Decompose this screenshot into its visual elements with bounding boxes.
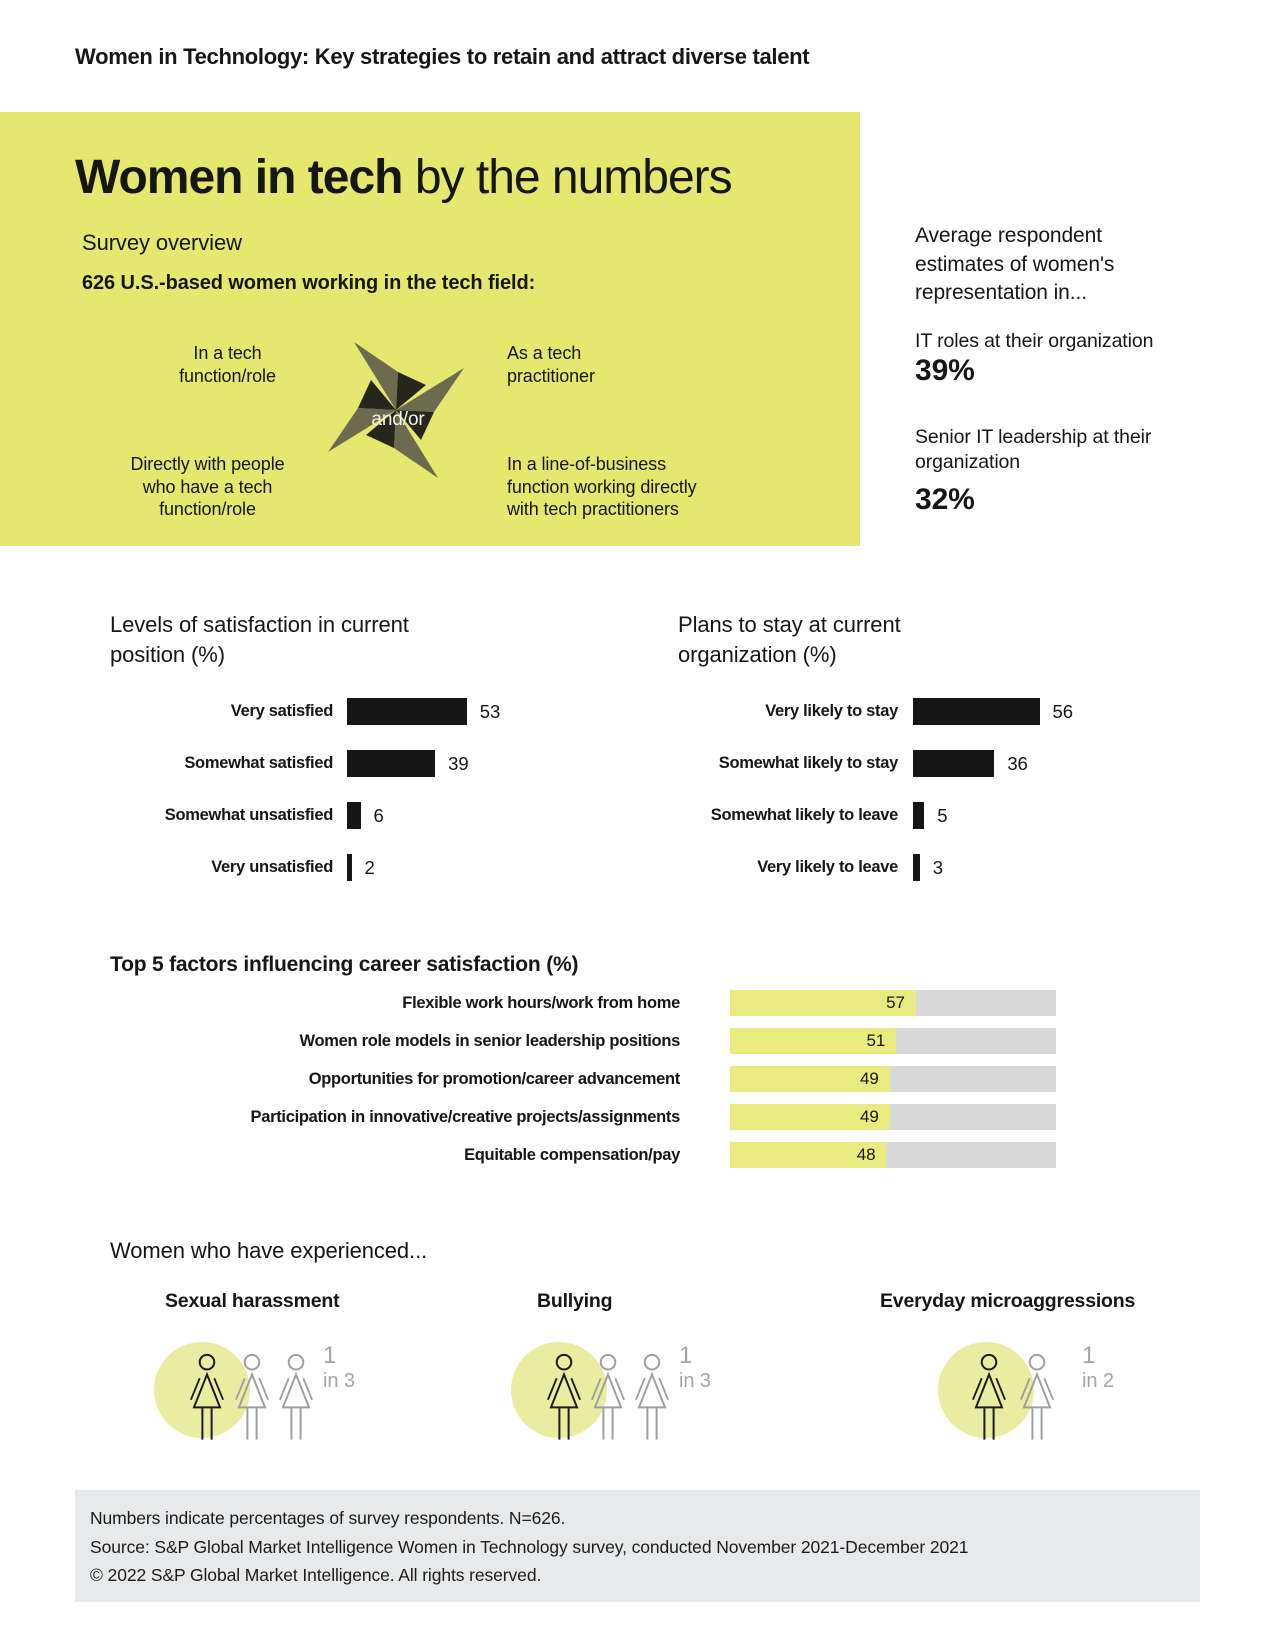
- plans-row: [668, 698, 1073, 725]
- ratio-denominator: in 2: [1082, 1370, 1114, 1392]
- bar-value: 49: [860, 1069, 879, 1088]
- bar-value: 57: [886, 993, 905, 1012]
- ratio-bullying: [679, 1344, 711, 1394]
- footer-box: [75, 1490, 1200, 1602]
- ratio-numerator: 1: [679, 1342, 693, 1369]
- bar-label: Very satisfied: [230, 702, 333, 720]
- estimate-it-roles-value: 39%: [915, 354, 975, 387]
- bar-value: 3: [932, 856, 943, 878]
- group-label-sexual-harassment: Sexual harassment: [165, 1290, 340, 1312]
- bar-label: Somewhat unsatisfied: [164, 806, 333, 824]
- bar-value: 48: [856, 1145, 876, 1164]
- woman-figure: [273, 1350, 319, 1451]
- bar-value: 6: [373, 804, 384, 826]
- bar-track: [730, 1028, 1056, 1054]
- hero-headline-bold: Women in tech: [75, 151, 403, 204]
- bar-value: 49: [860, 1107, 879, 1126]
- bar-label: Very likely to stay: [765, 702, 898, 720]
- woman-figure-highlighted: [966, 1350, 1012, 1451]
- bar-label: Equitable compensation/pay: [464, 1145, 680, 1164]
- footer-source: Source: S&P Global Market Intelligence Women in Technology survey, conducted November 2021-December 2021: [90, 1536, 969, 1557]
- factors-row: [110, 1028, 1056, 1054]
- bar: [730, 990, 916, 1016]
- bar-track: [730, 1142, 1056, 1168]
- experienced-title: Women who have experienced...: [110, 1238, 428, 1263]
- bar: [913, 698, 1040, 725]
- plans-row: [668, 854, 943, 881]
- estimate-senior-leadership-value: 32%: [915, 483, 975, 516]
- bar-label: Somewhat likely to leave: [710, 806, 898, 824]
- pinwheel-center-label: and/or: [371, 409, 425, 430]
- hero-panel: [0, 112, 860, 546]
- factors-row: [110, 1066, 1056, 1092]
- satisfaction-row: [108, 698, 500, 725]
- bar-label: Somewhat likely to stay: [718, 754, 898, 772]
- ratio-numerator: 1: [323, 1342, 337, 1369]
- satisfaction-row: [108, 802, 384, 829]
- bar: [347, 854, 352, 881]
- hero-headline: [75, 150, 835, 205]
- survey-overview-label: Survey overview: [82, 230, 242, 255]
- bar: [730, 1104, 890, 1130]
- bar: [347, 802, 361, 829]
- bar-value: 5: [937, 804, 948, 826]
- bar-label: Flexible work hours/work from home: [402, 993, 680, 1012]
- bar-label: Participation in innovative/creative projects/assignments: [250, 1107, 680, 1126]
- woman-figure: [1014, 1350, 1060, 1451]
- ratio-numerator: 1: [1082, 1342, 1096, 1369]
- ratio-microaggressions: [1082, 1344, 1114, 1394]
- bar-value: 53: [479, 700, 501, 722]
- satisfaction-row: [108, 854, 375, 881]
- hero-headline-light: by the numbers: [402, 151, 732, 204]
- bar-track: [730, 1104, 1056, 1130]
- ratio-denominator: in 3: [679, 1370, 711, 1392]
- bar-track: [730, 990, 1056, 1016]
- bar-label: Very unsatisfied: [211, 858, 333, 876]
- plans-chart-title: Plans to stay at current organization (%): [678, 612, 901, 667]
- factors-row: [110, 1104, 1056, 1130]
- estimate-it-roles-label: IT roles at their organization: [915, 330, 1154, 352]
- pinwheel-label-top-left: In a tech function/role: [179, 343, 276, 386]
- footer-copyright: © 2022 S&P Global Market Intelligence. All rights reserved.: [90, 1565, 542, 1585]
- pinwheel-label-bottom-left: Directly with people who have a tech function/role: [130, 454, 285, 519]
- satisfaction-row: [108, 750, 469, 777]
- bar-label: Women role models in senior leadership positions: [299, 1031, 680, 1050]
- bar: [913, 750, 994, 777]
- woman-figure: [229, 1350, 275, 1451]
- bar-value: 56: [1052, 700, 1073, 722]
- footer-note: Numbers indicate percentages of survey respondents. N=626.: [90, 1508, 566, 1528]
- bar: [730, 1142, 886, 1168]
- woman-figure: [585, 1350, 631, 1451]
- estimates-intro: Average respondent estimates of women's representation in...: [915, 224, 1115, 304]
- bar: [347, 698, 467, 725]
- bar-value: 36: [1007, 752, 1028, 774]
- bar-value: 39: [448, 752, 469, 774]
- woman-figure-highlighted: [541, 1350, 587, 1451]
- woman-figure-highlighted: [184, 1350, 230, 1451]
- bar: [913, 854, 920, 881]
- factors-chart-title: Top 5 factors influencing career satisfaction (%): [110, 953, 579, 976]
- factors-row: [110, 1142, 1056, 1168]
- woman-figure: [629, 1350, 675, 1451]
- bar: [730, 1028, 896, 1054]
- bar: [730, 1066, 890, 1092]
- group-label-microaggressions: Everyday microaggressions: [880, 1290, 1136, 1312]
- bar-value: 51: [866, 1031, 886, 1050]
- bar-label: Opportunities for promotion/career advancement: [308, 1069, 680, 1088]
- bar: [347, 750, 435, 777]
- pinwheel-label-bottom-right: In a line-of-business function working directly with tech practitioners: [507, 454, 697, 519]
- estimate-senior-leadership-label: Senior IT leadership at their organization: [915, 426, 1152, 473]
- bar: [913, 802, 924, 829]
- plans-row: [668, 802, 948, 829]
- bar-track: [730, 1066, 1056, 1092]
- factors-row: [110, 990, 1056, 1016]
- satisfaction-chart-title: Levels of satisfaction in current position (%): [110, 612, 409, 667]
- bar-value: 2: [364, 856, 375, 878]
- survey-population: 626 U.S.-based women working in the tech field:: [82, 272, 536, 294]
- bar-label: Somewhat satisfied: [184, 754, 333, 772]
- ratio-sexual-harassment: [323, 1344, 355, 1394]
- ratio-denominator: in 3: [323, 1370, 355, 1392]
- pinwheel-label-top-right: As a tech practitioner: [507, 343, 595, 386]
- bar-label: Very likely to leave: [757, 858, 898, 876]
- group-label-bullying: Bullying: [537, 1290, 613, 1312]
- plans-row: [668, 750, 1028, 777]
- page-title: Women in Technology: Key strategies to retain and attract diverse talent: [75, 44, 810, 69]
